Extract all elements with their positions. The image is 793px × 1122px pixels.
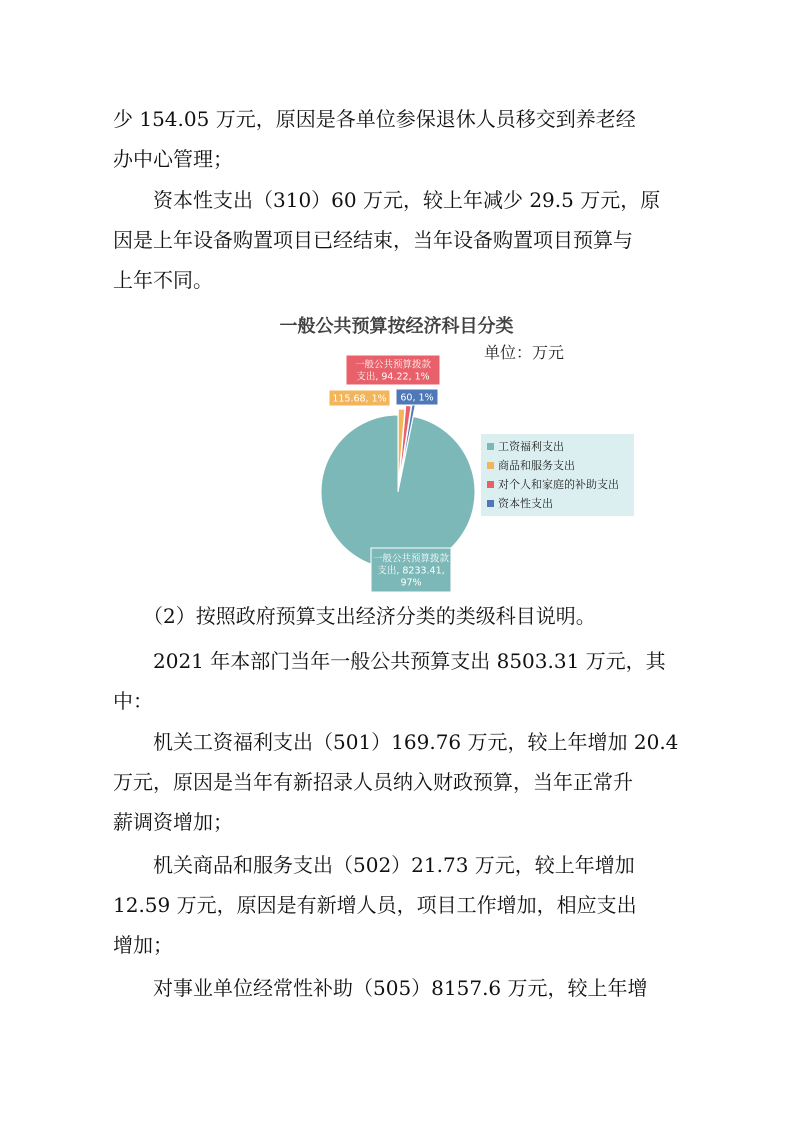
legend-label: 商品和服务支出	[498, 459, 575, 472]
data-label: 115.68, 1%	[332, 393, 387, 405]
legend-item	[487, 457, 575, 473]
text-line: 少 154.05 万元，原因是各单位参保退休人员移交到养老经	[113, 107, 636, 131]
legend-label: 工资福利支出	[498, 440, 564, 453]
text-line: 对事业单位经常性补助（505）8157.6 万元，较上年增	[113, 976, 648, 1000]
data-label: 一般公共预算拨款	[372, 553, 450, 565]
text-line: 资本性支出（310）60 万元，较上年减少 29.5 万元，原	[113, 188, 661, 212]
data-label: 一般公共预算拨款	[354, 359, 432, 371]
paragraph-4	[113, 641, 693, 721]
legend-swatch	[487, 481, 494, 488]
text-line: 机关工资福利支出（501）169.76 万元，较上年增加 20.4	[113, 730, 679, 754]
chart-title: 一般公共预算按经济科目分类	[279, 316, 514, 337]
legend-item	[487, 476, 619, 492]
pie-slices	[321, 402, 475, 569]
data-label: 60, 1%	[400, 392, 434, 404]
data-label: 支出, 94.22, 1%	[356, 371, 430, 383]
legend-swatch	[487, 443, 494, 450]
legend-label: 资本性支出	[498, 497, 553, 510]
text-line: 因是上年设备购置项目已经结束，当年设备购置项目预算与	[113, 228, 633, 252]
text-line: 12.59 万元，原因是有新增人员，项目工作增加，相应支出	[113, 893, 637, 917]
text-line: 增加；	[113, 933, 173, 957]
chart-unit-label: 单位：万元	[484, 343, 565, 362]
text-line: 办中心管理；	[113, 147, 233, 171]
text-line: 上年不同。	[113, 268, 213, 292]
legend-label: 对个人和家庭的补助支出	[498, 478, 619, 491]
legend-swatch	[487, 462, 494, 469]
paragraph-3	[113, 596, 693, 636]
data-label: 97%	[400, 577, 422, 589]
text-line: 薪调资增加；	[113, 810, 233, 834]
paragraph-6	[113, 845, 693, 965]
legend-swatch	[487, 500, 494, 507]
text-line: 2021 年本部门当年一般公共预算支出 8503.31 万元，其	[113, 649, 666, 673]
data-label: 支出, 8233.41,	[377, 565, 445, 577]
paragraph-5	[113, 722, 693, 842]
paragraph-7	[113, 968, 693, 1008]
text-line: 万元，原因是当年有新招录人员纳入财政预算，当年正常升	[113, 770, 633, 794]
legend-item	[487, 438, 564, 454]
chart-legend	[481, 434, 634, 516]
text-line: （2）按照政府预算支出经济分类的类级科目说明。	[113, 604, 596, 628]
text-line: 机关商品和服务支出（502）21.73 万元，较上年增加	[113, 853, 635, 877]
text-line: 中：	[113, 689, 153, 713]
legend-item	[487, 495, 553, 511]
